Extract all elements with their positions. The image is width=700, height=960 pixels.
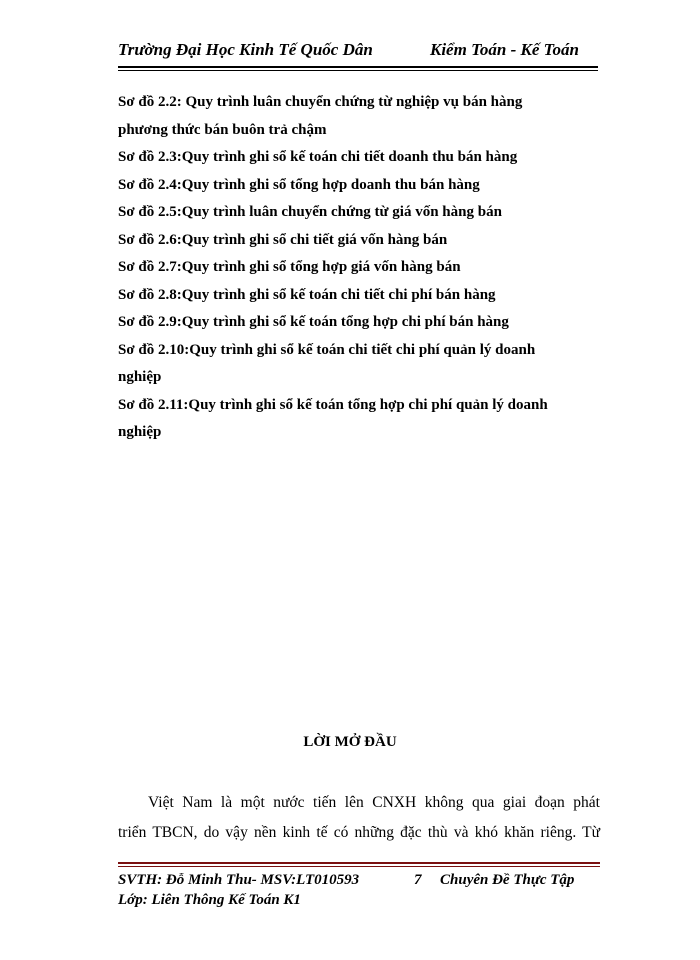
list-item: Sơ đồ 2.8:Quy trình ghi sổ kế toán chi tiết chi phí bán hàng	[118, 286, 496, 303]
section-title: LỜI MỞ ĐẦU	[303, 734, 397, 750]
list-item: Sơ đồ 2.7:Quy trình ghi sổ tổng hợp giá vốn hàng bán	[118, 259, 461, 275]
list-item: Sơ đồ 2.3:Quy trình ghi sổ kế toán chi tiết doanh thu bán hàng	[118, 149, 518, 165]
footer-rule	[118, 862, 600, 864]
list-item: Sơ đồ 2.10:Quy trình ghi sổ kế toán chi tiết chi phí quản lý doanh	[118, 341, 536, 358]
list-item: Sơ đồ 2.11:Quy trình ghi sổ kế toán tổng hợp chi phí quản lý doanh	[118, 396, 548, 413]
paragraph-line: Việt Nam là một nước tiến lên CNXH không qua giai đoạn phát	[148, 794, 600, 811]
intro-paragraph	[118, 788, 600, 848]
list-item: nghiệp	[118, 369, 162, 385]
diagram-list	[118, 89, 600, 447]
footer-rule-thin	[118, 866, 600, 867]
list-item: Sơ đồ 2.9:Quy trình ghi sổ kế toán tổng hợp chi phí bán hàng	[118, 314, 509, 330]
page-footer	[118, 870, 600, 910]
list-item: phương thức bán buôn trả chậm	[118, 121, 327, 138]
paragraph-line: triển TBCN, do vậy nền kinh tế có những đặc thù và khó khăn riêng. Từ	[118, 824, 600, 841]
report-type: Chuyên Đề Thực Tập	[440, 872, 575, 888]
department-name: Kiểm Toán - Kế Toán	[430, 40, 579, 59]
list-item: nghiệp	[118, 424, 162, 440]
university-name: Trường Đại Học Kinh Tế Quốc Dân	[118, 40, 373, 59]
header-rule-thin	[118, 70, 598, 71]
page-header	[118, 38, 588, 64]
list-item: Sơ đồ 2.4:Quy trình ghi sổ tổng hợp doanh thu bán hàng	[118, 176, 480, 193]
class-info: Lớp: Liên Thông Kế Toán K1	[118, 892, 301, 908]
list-item: Sơ đồ 2.5:Quy trình luân chuyển chứng từ giá vốn hàng bán	[118, 204, 502, 220]
student-info: SVTH: Đỗ Minh Thu- MSV:LT010593	[118, 872, 360, 888]
header-rule	[118, 66, 598, 68]
page-number: 7	[414, 872, 422, 888]
list-item: Sơ đồ 2.6:Quy trình ghi sổ chi tiết giá vốn hàng bán	[118, 231, 448, 248]
list-item: Sơ đồ 2.2: Quy trình luân chuyển chứng từ nghiệp vụ bán hàng	[118, 94, 523, 110]
